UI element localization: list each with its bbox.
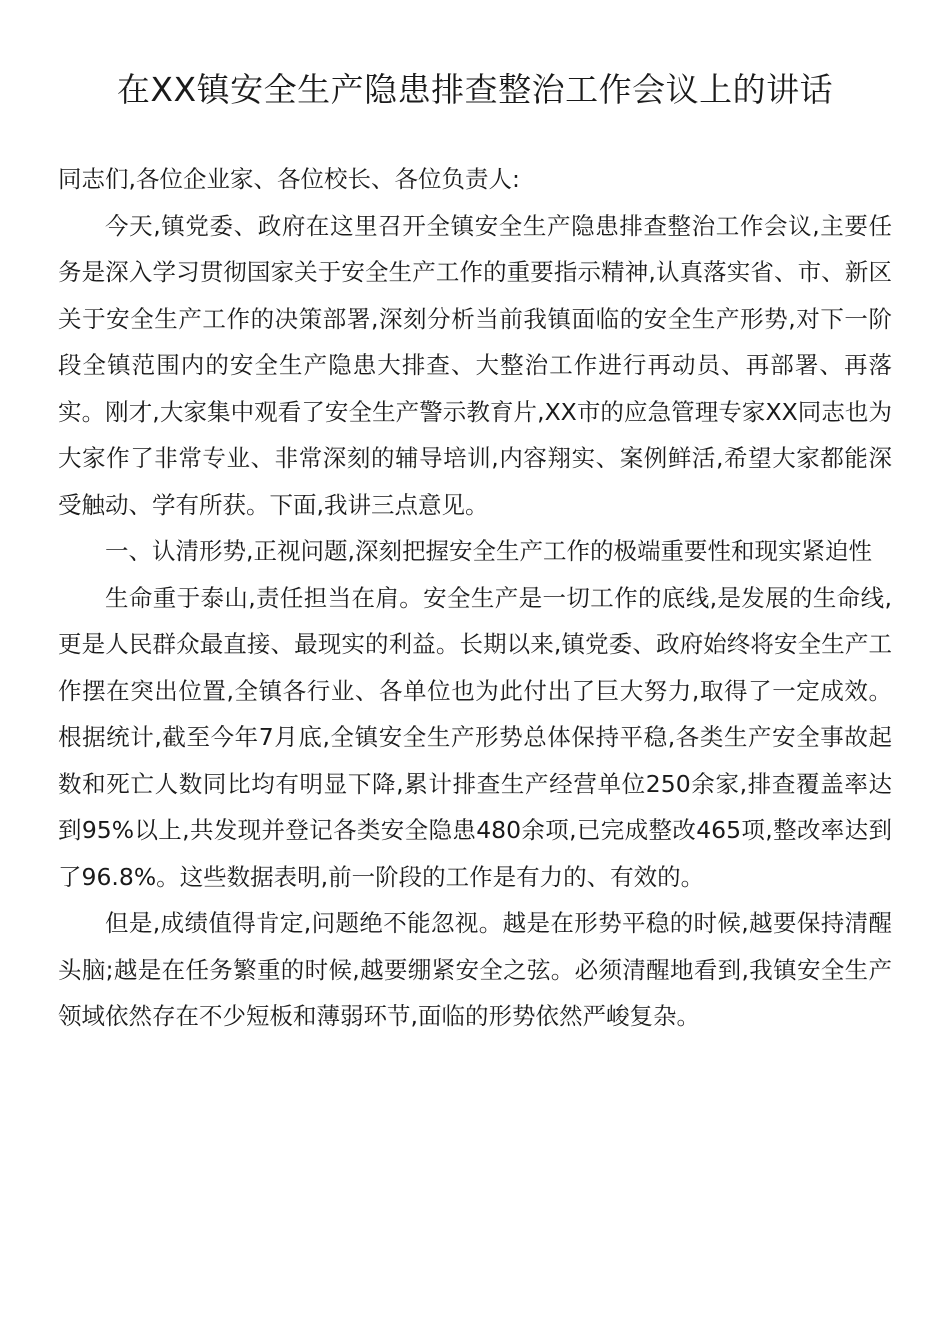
- section-heading-1: 一、认清形势,正视问题,深刻把握安全生产工作的极端重要性和现实紧迫性: [105, 537, 872, 565]
- paragraph-opening: 今天,镇党委、政府在这里召开全镇安全生产隐患排查整治工作会议,主要任务是深入学习贯彻国家关于安全生产工作的重要指示精神,认真落实省、市、新区关于安全生产工作的决策部署,深刻分析当前我镇面临的安全生产形势,对下一阶段全镇范围内的安全生产隐患大排查、大整治工作进行再动员、再部署、再落实。刚才,大家集中观看了安全生产警示教育片,XX市的应急管理专家XX同志也为大家作了非常专业、非常深刻的辅导培训,内容翔实、案例鲜活,希望大家都能深受触动、学有所获。下面,我讲三点意见。: [58, 211, 892, 519]
- salutation: 同志们,各位企业家、各位校长、各位负责人:: [58, 165, 520, 193]
- document-title: 在XX镇安全生产隐患排查整治工作会议上的讲话: [116, 70, 834, 109]
- document-body: [58, 156, 892, 1040]
- paragraph-achievements: 生命重于泰山,责任担当在肩。安全生产是一切工作的底线,是发展的生命线,更是人民群众最直接、最现实的利益。长期以来,镇党委、政府始终将安全生产工作摆在突出位置,全镇各行业、各单位也为此付出了巨大努力,取得了一定成效。根据统计,截至今年7月底,全镇安全生产形势总体保持平稳,各类生产安全事故起数和死亡人数同比均有明显下降,累计排查生产经营单位250余家,排查覆盖率达到95%以上,共发现并登记各类安全隐患480余项,已完成整改465项,整改率达到了96.8%。这些数据表明,前一阶段的工作是有力的、有效的。: [58, 583, 892, 891]
- paragraph-problems: 但是,成绩值得肯定,问题绝不能忽视。越是在形势平稳的时候,越要保持清醒头脑;越是在任务繁重的时候,越要绷紧安全之弦。必须清醒地看到,我镇安全生产领域依然存在不少短板和薄弱环节,面临的形势依然严峻复杂。: [58, 909, 892, 1030]
